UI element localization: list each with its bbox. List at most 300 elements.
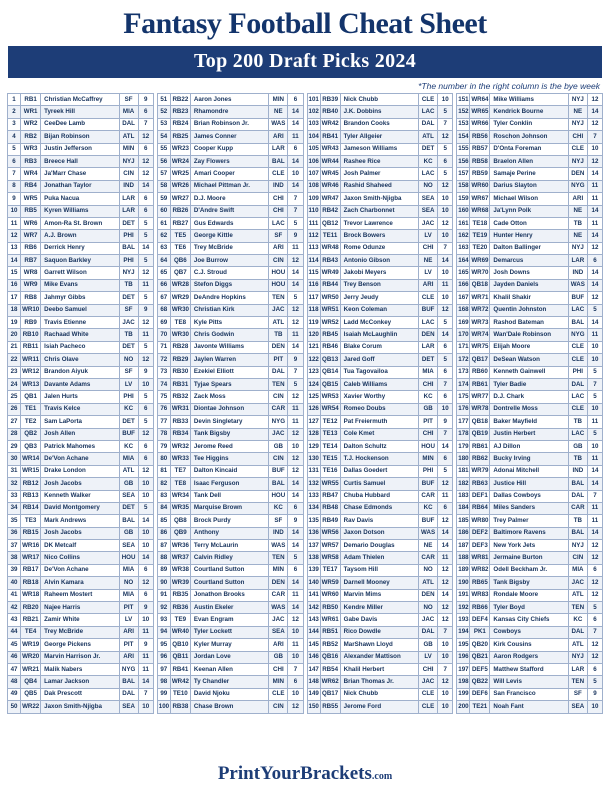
player-name-cell: Lamar Jackson bbox=[41, 676, 119, 688]
table-row bbox=[307, 540, 453, 552]
rank-cell: 34 bbox=[8, 502, 21, 514]
rank-cell: 28 bbox=[8, 428, 21, 440]
position-cell: RB36 bbox=[170, 602, 190, 614]
team-cell: GB bbox=[269, 440, 288, 452]
table-row bbox=[457, 589, 603, 601]
team-cell: DET bbox=[419, 143, 438, 155]
position-cell: RB65 bbox=[470, 577, 490, 589]
rank-cell: 96 bbox=[157, 651, 170, 663]
player-name-cell: De'Von Achane bbox=[41, 564, 119, 576]
player-name-cell: Wan'Dale Robinson bbox=[490, 329, 568, 341]
bye-week-cell: 6 bbox=[138, 589, 153, 601]
bye-week-cell: 12 bbox=[138, 131, 153, 143]
rank-cell: 158 bbox=[457, 180, 470, 192]
bye-week-cell: 7 bbox=[587, 131, 602, 143]
table-row bbox=[457, 651, 603, 663]
player-name-cell: New York Jets bbox=[490, 540, 568, 552]
position-cell: RB35 bbox=[170, 589, 190, 601]
table-row bbox=[157, 304, 303, 316]
rank-cell: 191 bbox=[457, 589, 470, 601]
position-cell: WR22 bbox=[21, 701, 41, 713]
team-cell: LAC bbox=[568, 391, 587, 403]
team-cell: SF bbox=[119, 304, 138, 316]
bye-week-cell: 14 bbox=[288, 577, 303, 589]
position-cell: WR5 bbox=[21, 193, 41, 205]
rank-cell: 19 bbox=[8, 317, 21, 329]
rankings-column-4 bbox=[456, 93, 603, 714]
bye-week-cell: 10 bbox=[288, 651, 303, 663]
table-row bbox=[8, 440, 154, 452]
team-cell: CLE bbox=[269, 168, 288, 180]
bye-week-cell: 10 bbox=[138, 701, 153, 713]
team-cell: CLE bbox=[568, 143, 587, 155]
table-row bbox=[157, 490, 303, 502]
rank-cell: 71 bbox=[157, 341, 170, 353]
bye-week-cell: 12 bbox=[288, 255, 303, 267]
player-name-cell: Rashod Bateman bbox=[490, 317, 568, 329]
team-cell: TEN bbox=[568, 676, 587, 688]
rank-cell: 126 bbox=[307, 403, 320, 415]
rank-cell: 171 bbox=[457, 341, 470, 353]
rank-cell: 74 bbox=[157, 378, 170, 390]
position-cell: QB22 bbox=[470, 676, 490, 688]
bye-week-cell: 10 bbox=[438, 193, 453, 205]
position-cell: QB10 bbox=[170, 639, 190, 651]
rank-cell: 56 bbox=[157, 155, 170, 167]
position-cell: WR28 bbox=[170, 279, 190, 291]
bye-week-cell: 14 bbox=[138, 515, 153, 527]
rank-cell: 14 bbox=[8, 255, 21, 267]
team-cell: LAR bbox=[119, 205, 138, 217]
team-cell: CIN bbox=[269, 391, 288, 403]
bye-week-cell: 10 bbox=[438, 292, 453, 304]
player-name-cell: Keenan Allen bbox=[190, 663, 268, 675]
table-row bbox=[457, 106, 603, 118]
bye-week-cell: 11 bbox=[288, 639, 303, 651]
rank-cell: 199 bbox=[457, 688, 470, 700]
position-cell: RB34 bbox=[170, 428, 190, 440]
position-cell: TE7 bbox=[170, 465, 190, 477]
player-name-cell: Jaxon Smith-Njigba bbox=[340, 193, 418, 205]
team-cell: LAR bbox=[269, 143, 288, 155]
rank-cell: 123 bbox=[307, 366, 320, 378]
table-row bbox=[8, 403, 154, 415]
position-cell: RB50 bbox=[320, 602, 340, 614]
rank-cell: 91 bbox=[157, 589, 170, 601]
table-row bbox=[457, 676, 603, 688]
rank-cell: 156 bbox=[457, 155, 470, 167]
table-row bbox=[307, 317, 453, 329]
table-row bbox=[8, 317, 154, 329]
position-cell: WR20 bbox=[21, 651, 41, 663]
bye-week-cell: 6 bbox=[288, 676, 303, 688]
player-name-cell: Jordan Love bbox=[190, 651, 268, 663]
rank-cell: 168 bbox=[457, 304, 470, 316]
rank-cell: 197 bbox=[457, 663, 470, 675]
player-name-cell: Christian McCaffrey bbox=[41, 94, 119, 106]
rank-cell: 55 bbox=[157, 143, 170, 155]
bye-week-cell: 12 bbox=[438, 577, 453, 589]
team-cell: WAS bbox=[269, 602, 288, 614]
rank-cell: 134 bbox=[307, 502, 320, 514]
bye-week-cell: 14 bbox=[587, 317, 602, 329]
rank-cell: 83 bbox=[157, 490, 170, 502]
table-row bbox=[157, 366, 303, 378]
team-cell: CHI bbox=[419, 242, 438, 254]
team-cell: NYJ bbox=[568, 118, 587, 130]
table-row bbox=[307, 639, 453, 651]
player-name-cell: Tee Higgins bbox=[190, 453, 268, 465]
team-cell: SEA bbox=[269, 626, 288, 638]
bye-week-cell: 12 bbox=[587, 552, 602, 564]
position-cell: WR34 bbox=[170, 490, 190, 502]
rank-cell: 8 bbox=[8, 180, 21, 192]
page-subtitle: Top 200 Draft Picks 2024 bbox=[8, 46, 602, 78]
bye-week-cell: 7 bbox=[438, 428, 453, 440]
table-row bbox=[8, 304, 154, 316]
position-cell: RB63 bbox=[470, 478, 490, 490]
bye-week-cell: 14 bbox=[288, 267, 303, 279]
team-cell: HOU bbox=[269, 490, 288, 502]
team-cell: KC bbox=[269, 502, 288, 514]
position-cell: WR46 bbox=[320, 180, 340, 192]
rank-cell: 76 bbox=[157, 403, 170, 415]
player-name-cell: Tyreek Hill bbox=[41, 106, 119, 118]
position-cell: RB6 bbox=[21, 242, 41, 254]
table-row bbox=[457, 540, 603, 552]
table-row bbox=[457, 94, 603, 106]
table-row bbox=[157, 317, 303, 329]
rank-cell: 70 bbox=[157, 329, 170, 341]
bye-week-cell: 14 bbox=[288, 279, 303, 291]
team-cell: DAL bbox=[419, 118, 438, 130]
bye-week-cell: 5 bbox=[587, 391, 602, 403]
rank-cell: 101 bbox=[307, 94, 320, 106]
rank-cell: 89 bbox=[157, 564, 170, 576]
position-cell: WR33 bbox=[170, 453, 190, 465]
brand-suffix: .com bbox=[371, 771, 393, 782]
rank-cell: 2 bbox=[8, 106, 21, 118]
rank-cell: 189 bbox=[457, 564, 470, 576]
team-cell: LAC bbox=[419, 168, 438, 180]
player-name-cell: Mike Evans bbox=[41, 279, 119, 291]
player-name-cell: Justin Herbert bbox=[490, 428, 568, 440]
team-cell: KC bbox=[568, 614, 587, 626]
player-name-cell: Zamir White bbox=[41, 614, 119, 626]
position-cell: RB30 bbox=[170, 366, 190, 378]
table-row bbox=[157, 292, 303, 304]
position-cell: WR30 bbox=[170, 329, 190, 341]
table-row bbox=[157, 378, 303, 390]
rank-cell: 75 bbox=[157, 391, 170, 403]
table-row bbox=[8, 217, 154, 229]
team-cell: DAL bbox=[119, 118, 138, 130]
bye-week-cell: 10 bbox=[138, 527, 153, 539]
bye-week-cell: 9 bbox=[138, 94, 153, 106]
position-cell: WR59 bbox=[320, 577, 340, 589]
rank-cell: 57 bbox=[157, 168, 170, 180]
player-name-cell: Rachaad White bbox=[41, 329, 119, 341]
table-row bbox=[8, 478, 154, 490]
table-row bbox=[8, 143, 154, 155]
team-cell: BAL bbox=[568, 478, 587, 490]
player-name-cell: Hunter Henry bbox=[490, 230, 568, 242]
bye-week-cell: 7 bbox=[288, 193, 303, 205]
position-cell: TE9 bbox=[170, 614, 190, 626]
rank-cell: 118 bbox=[307, 304, 320, 316]
rank-cell: 194 bbox=[457, 626, 470, 638]
team-cell: LAC bbox=[419, 106, 438, 118]
rank-cell: 113 bbox=[307, 242, 320, 254]
team-cell: MIN bbox=[269, 676, 288, 688]
position-cell: WR75 bbox=[470, 341, 490, 353]
rank-cell: 94 bbox=[157, 626, 170, 638]
player-name-cell: Keon Coleman bbox=[340, 304, 418, 316]
team-cell: MIA bbox=[119, 589, 138, 601]
team-cell: GB bbox=[419, 403, 438, 415]
team-cell: ATL bbox=[119, 465, 138, 477]
position-cell: RB60 bbox=[470, 366, 490, 378]
team-cell: CIN bbox=[269, 255, 288, 267]
player-name-cell: Jahmyr Gibbs bbox=[41, 292, 119, 304]
player-name-cell: DeSean Watson bbox=[490, 354, 568, 366]
rank-cell: 9 bbox=[8, 193, 21, 205]
team-cell: DET bbox=[119, 217, 138, 229]
position-cell: RB24 bbox=[170, 118, 190, 130]
table-row bbox=[157, 465, 303, 477]
table-row bbox=[8, 626, 154, 638]
table-row bbox=[157, 193, 303, 205]
rank-cell: 60 bbox=[157, 205, 170, 217]
position-cell: QB3 bbox=[21, 440, 41, 452]
bye-week-cell: 12 bbox=[288, 453, 303, 465]
player-name-cell: Dontrelle Moss bbox=[490, 403, 568, 415]
bye-week-cell: 12 bbox=[587, 242, 602, 254]
bye-week-cell: 14 bbox=[587, 527, 602, 539]
team-cell: DET bbox=[119, 416, 138, 428]
player-name-cell: Tyjae Spears bbox=[190, 378, 268, 390]
rank-cell: 130 bbox=[307, 453, 320, 465]
team-cell: PHI bbox=[419, 465, 438, 477]
bye-week-cell: 5 bbox=[438, 465, 453, 477]
table-row bbox=[8, 428, 154, 440]
rank-cell: 67 bbox=[157, 292, 170, 304]
team-cell: MIA bbox=[119, 453, 138, 465]
rank-cell: 177 bbox=[457, 416, 470, 428]
position-cell: WR78 bbox=[470, 403, 490, 415]
player-name-cell: Darnell Mooney bbox=[340, 577, 418, 589]
position-cell: RB12 bbox=[21, 478, 41, 490]
position-cell: RB15 bbox=[21, 527, 41, 539]
table-row bbox=[457, 279, 603, 291]
page-title: Fantasy Football Cheat Sheet bbox=[123, 7, 487, 40]
table-row bbox=[457, 168, 603, 180]
team-cell: NO bbox=[119, 354, 138, 366]
position-cell: WR55 bbox=[320, 478, 340, 490]
rankings-grid bbox=[0, 93, 610, 714]
table-row bbox=[8, 676, 154, 688]
position-cell: WR29 bbox=[170, 292, 190, 304]
rank-cell: 17 bbox=[8, 292, 21, 304]
rank-cell: 5 bbox=[8, 143, 21, 155]
player-name-cell: Kyren Williams bbox=[41, 205, 119, 217]
rank-cell: 136 bbox=[307, 527, 320, 539]
player-name-cell: Alexander Mattison bbox=[340, 651, 418, 663]
rank-cell: 23 bbox=[8, 366, 21, 378]
table-row bbox=[457, 564, 603, 576]
table-row bbox=[157, 701, 303, 713]
position-cell: TE8 bbox=[170, 478, 190, 490]
team-cell: CLE bbox=[568, 354, 587, 366]
player-name-cell: Najee Harris bbox=[41, 602, 119, 614]
team-cell: PIT bbox=[419, 416, 438, 428]
player-name-cell: Taysom Hill bbox=[340, 564, 418, 576]
position-cell: WR12 bbox=[21, 366, 41, 378]
table-row bbox=[307, 663, 453, 675]
table-row bbox=[8, 341, 154, 353]
rank-cell: 187 bbox=[457, 540, 470, 552]
position-cell: QB18 bbox=[470, 279, 490, 291]
position-cell: WR44 bbox=[320, 155, 340, 167]
team-cell: MIA bbox=[419, 366, 438, 378]
position-cell: WR42 bbox=[320, 118, 340, 130]
bye-week-cell: 6 bbox=[138, 106, 153, 118]
player-name-cell: Raheem Mostert bbox=[41, 589, 119, 601]
position-cell: TE11 bbox=[320, 230, 340, 242]
player-name-cell: Davante Adams bbox=[41, 378, 119, 390]
player-name-cell: Brandon Cooks bbox=[340, 118, 418, 130]
position-cell: QB21 bbox=[470, 651, 490, 663]
rank-cell: 82 bbox=[157, 478, 170, 490]
bye-week-cell: 11 bbox=[138, 279, 153, 291]
table-row bbox=[307, 378, 453, 390]
bye-week-cell: 12 bbox=[438, 602, 453, 614]
table-row bbox=[457, 217, 603, 229]
team-cell: CAR bbox=[568, 502, 587, 514]
position-cell: WR52 bbox=[320, 317, 340, 329]
table-row bbox=[157, 527, 303, 539]
table-row bbox=[157, 564, 303, 576]
team-cell: LAR bbox=[568, 255, 587, 267]
rank-cell: 7 bbox=[8, 168, 21, 180]
team-cell: NYJ bbox=[568, 651, 587, 663]
bye-week-cell: 6 bbox=[587, 564, 602, 576]
rank-cell: 148 bbox=[307, 676, 320, 688]
position-cell: RB25 bbox=[170, 131, 190, 143]
position-cell: WR37 bbox=[170, 552, 190, 564]
bye-week-cell: 12 bbox=[438, 180, 453, 192]
position-cell: WR19 bbox=[21, 639, 41, 651]
table-row bbox=[457, 341, 603, 353]
table-row bbox=[157, 676, 303, 688]
player-name-cell: Dallas Goedert bbox=[340, 465, 418, 477]
table-row bbox=[8, 490, 154, 502]
table-row bbox=[8, 688, 154, 700]
rank-cell: 185 bbox=[457, 515, 470, 527]
position-cell: WR31 bbox=[170, 403, 190, 415]
team-cell: PHI bbox=[119, 255, 138, 267]
team-cell: PIT bbox=[269, 354, 288, 366]
team-cell: WAS bbox=[568, 279, 587, 291]
position-cell: WR6 bbox=[21, 217, 41, 229]
table-row bbox=[307, 577, 453, 589]
bye-week-cell: 12 bbox=[587, 639, 602, 651]
player-name-cell: David Njoku bbox=[190, 688, 268, 700]
table-row bbox=[457, 391, 603, 403]
rank-cell: 173 bbox=[457, 366, 470, 378]
position-cell: QB20 bbox=[470, 639, 490, 651]
table-row bbox=[457, 242, 603, 254]
rank-cell: 140 bbox=[307, 577, 320, 589]
rank-cell: 25 bbox=[8, 391, 21, 403]
team-cell: TB bbox=[568, 217, 587, 229]
position-cell: DEF6 bbox=[470, 688, 490, 700]
position-cell: WR7 bbox=[21, 230, 41, 242]
player-name-cell: Dalton Schultz bbox=[340, 440, 418, 452]
position-cell: WR70 bbox=[470, 267, 490, 279]
player-name-cell: Khalil Shakir bbox=[490, 292, 568, 304]
player-name-cell: Kirk Cousins bbox=[490, 639, 568, 651]
team-cell: HOU bbox=[269, 279, 288, 291]
team-cell: TEN bbox=[568, 602, 587, 614]
player-name-cell: Brock Purdy bbox=[190, 515, 268, 527]
table-row bbox=[307, 304, 453, 316]
position-cell: WR25 bbox=[170, 168, 190, 180]
player-name-cell: Kenneth Walker bbox=[41, 490, 119, 502]
team-cell: JAC bbox=[269, 614, 288, 626]
rank-cell: 33 bbox=[8, 490, 21, 502]
rank-cell: 175 bbox=[457, 391, 470, 403]
table-row bbox=[8, 391, 154, 403]
team-cell: JAC bbox=[419, 614, 438, 626]
table-row bbox=[157, 329, 303, 341]
bye-week-cell: 12 bbox=[587, 94, 602, 106]
table-row bbox=[8, 564, 154, 576]
bye-week-cell: 6 bbox=[587, 614, 602, 626]
table-row bbox=[8, 242, 154, 254]
table-row bbox=[307, 527, 453, 539]
bye-week-cell: 10 bbox=[288, 440, 303, 452]
bye-week-cell: 11 bbox=[288, 403, 303, 415]
table-row bbox=[157, 663, 303, 675]
bye-week-cell: 12 bbox=[438, 217, 453, 229]
player-name-cell: Gabe Davis bbox=[340, 614, 418, 626]
player-name-cell: Darius Slayton bbox=[490, 180, 568, 192]
bye-week-cell: 12 bbox=[288, 701, 303, 713]
player-name-cell: Kyle Pitts bbox=[190, 317, 268, 329]
table-row bbox=[157, 688, 303, 700]
bye-week-cell: 10 bbox=[438, 403, 453, 415]
bye-week-cell: 7 bbox=[438, 663, 453, 675]
rankings-column-2 bbox=[157, 93, 304, 714]
team-cell: ARI bbox=[568, 193, 587, 205]
team-cell: BAL bbox=[119, 515, 138, 527]
rank-cell: 172 bbox=[457, 354, 470, 366]
bye-week-cell: 7 bbox=[138, 688, 153, 700]
rank-cell: 143 bbox=[307, 614, 320, 626]
bye-week-cell: 14 bbox=[438, 589, 453, 601]
position-cell: QB4 bbox=[21, 676, 41, 688]
team-cell: KC bbox=[419, 155, 438, 167]
player-name-cell: Jerry Jeudy bbox=[340, 292, 418, 304]
position-cell: WR79 bbox=[470, 465, 490, 477]
player-name-cell: Isiah Pacheco bbox=[41, 341, 119, 353]
team-cell: MIN bbox=[119, 143, 138, 155]
rank-cell: 110 bbox=[307, 205, 320, 217]
team-cell: JAC bbox=[419, 217, 438, 229]
rank-cell: 114 bbox=[307, 255, 320, 267]
bye-week-cell: 14 bbox=[587, 230, 602, 242]
